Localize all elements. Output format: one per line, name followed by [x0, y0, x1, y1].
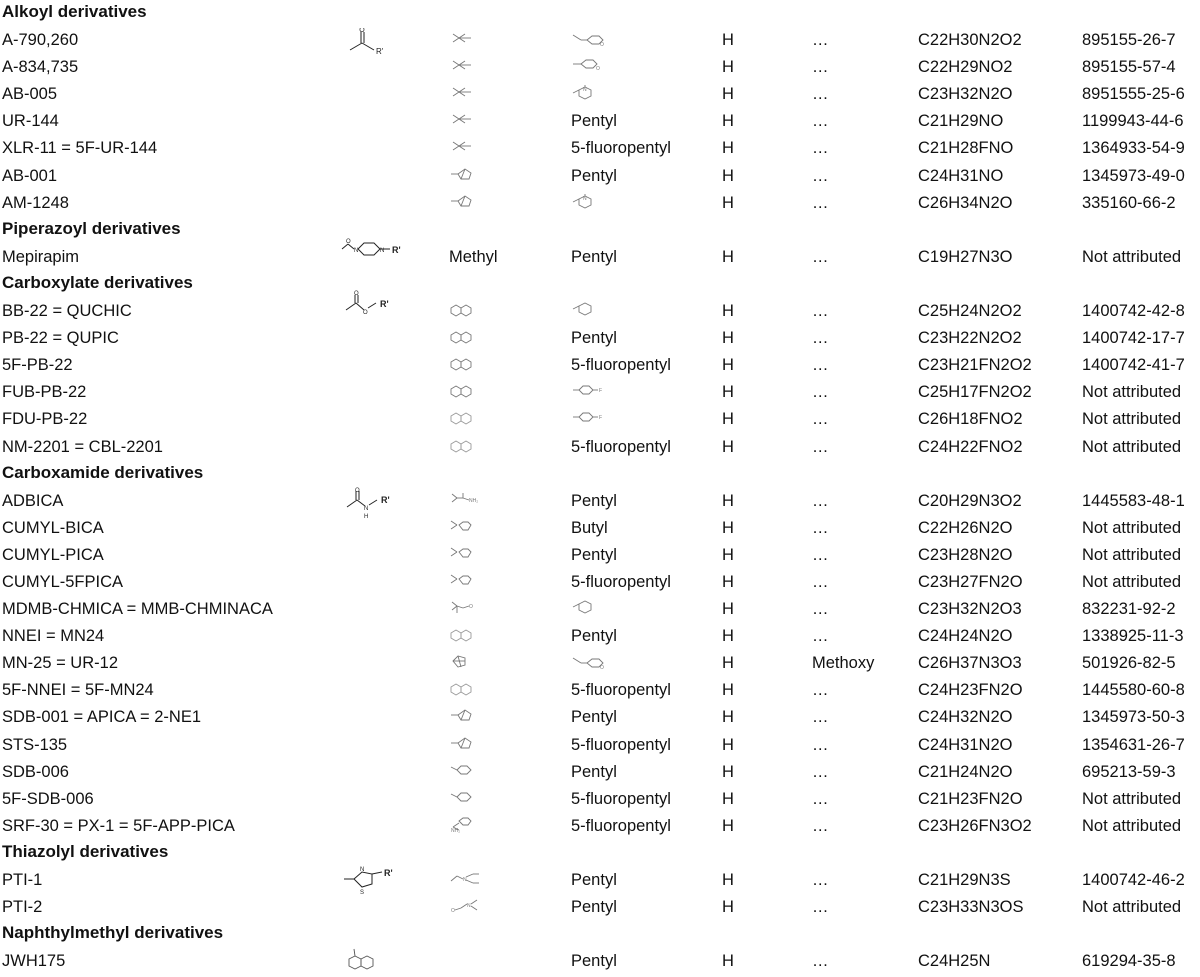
compound-name: AM-1248: [2, 193, 69, 212]
molecular-formula: C26H34N2O: [918, 193, 1013, 212]
r4-value: Methoxy: [812, 654, 875, 673]
r4-value: …: [812, 31, 829, 50]
cas-number: Not attributed: [1082, 898, 1182, 917]
thiazolyl-core: [342, 863, 412, 895]
molecular-formula: C22H30N2O2: [918, 31, 1022, 50]
compound-name: CUMYL-PICA: [2, 545, 104, 564]
table-row: [0, 54, 1200, 81]
svg-text:N: N: [583, 87, 587, 94]
r4-value: …: [812, 600, 829, 619]
compound-name: MN-25 = UR-12: [2, 654, 118, 673]
svg-text:N: N: [364, 506, 369, 512]
svg-text:N: N: [583, 195, 587, 202]
compound-name: UR-144: [2, 112, 59, 131]
naphthyl-structure-icon: [449, 681, 485, 697]
svg-text:O: O: [596, 66, 600, 73]
ester-core-structure-icon: [344, 290, 404, 320]
cas-number: 335160-66-2: [1082, 193, 1176, 212]
svg-text:N: N: [467, 903, 471, 910]
fluorobenzyl-structure-icon: [571, 383, 607, 399]
svg-text:O: O: [363, 310, 368, 316]
tert-leucinate-structure-icon: [449, 600, 485, 616]
r4-value: …: [812, 112, 829, 131]
adamantyl-structure-icon: [449, 167, 485, 183]
r2-value: 5-fluoropentyl: [571, 789, 671, 808]
r2-value: 5-fluoropentyl: [571, 437, 671, 456]
table-row: [0, 759, 1200, 786]
section-header-row: [0, 271, 1200, 298]
table-row: [0, 677, 1200, 704]
cas-number: Not attributed: [1082, 816, 1182, 835]
compound-name: Mepirapim: [2, 247, 80, 266]
cas-number: Not attributed: [1082, 247, 1182, 266]
naphthyl-structure-icon: [449, 627, 485, 643]
cas-number: Not attributed: [1082, 545, 1182, 564]
cyclohexylmethyl-structure-icon: [571, 600, 607, 616]
r3-value: H: [722, 247, 734, 266]
cas-number: 619294-35-8: [1082, 952, 1176, 971]
methylpiperidinylmethyl-structure-icon: [571, 194, 607, 210]
cas-number: 1354631-26-7: [1082, 735, 1185, 754]
molecular-formula: C25H24N2O2: [918, 302, 1022, 321]
compound-name: CUMYL-5FPICA: [2, 572, 124, 591]
molecular-formula: C22H29NO2: [918, 58, 1013, 77]
molecular-formula: C23H21FN2O2: [918, 356, 1032, 375]
svg-text:O: O: [355, 488, 360, 494]
cas-number: 1400742-42-8: [1082, 302, 1185, 321]
tmcp-structure-icon: [449, 58, 485, 74]
table-row: [0, 108, 1200, 135]
table-row: [0, 163, 1200, 190]
cas-number: Not attributed: [1082, 410, 1182, 429]
compound-name: CUMYL-BICA: [2, 518, 104, 537]
cumyl-structure-icon: [449, 519, 485, 535]
svg-text:F: F: [599, 388, 603, 395]
table-row: [0, 650, 1200, 677]
r3-value: H: [722, 383, 734, 402]
cas-number: 1400742-41-7: [1082, 356, 1185, 375]
r3-value: H: [722, 789, 734, 808]
benzyl-structure-icon: [449, 790, 485, 806]
r3-value: H: [722, 85, 734, 104]
svg-text:O: O: [354, 291, 359, 297]
r2-value: 5-fluoropentyl: [571, 356, 671, 375]
r4-value: …: [812, 329, 829, 348]
r3-value: H: [722, 545, 734, 564]
bicycloheptyl-structure-icon: [449, 654, 485, 670]
r2-value: 5-fluoropentyl: [571, 735, 671, 754]
compound-name: NNEI = MN24: [2, 627, 105, 646]
table-row: [0, 542, 1200, 569]
section-header-row: [0, 840, 1200, 867]
r3-value: H: [722, 193, 734, 212]
compound-name: PTI-2: [2, 898, 43, 917]
tmcp-structure-icon: [449, 139, 485, 155]
r3-value: H: [722, 708, 734, 727]
piperazoyl-core: [340, 235, 420, 263]
cas-number: 1345973-50-3: [1082, 708, 1185, 727]
r3-value: H: [722, 600, 734, 619]
molecular-formula: C25H17FN2O2: [918, 383, 1032, 402]
table-row: [0, 786, 1200, 813]
table-row: [0, 894, 1200, 921]
phenylalaninamide-structure-icon: [449, 817, 485, 833]
cas-number: Not attributed: [1082, 789, 1182, 808]
r4-value: …: [812, 410, 829, 429]
carboxamide-core: [345, 487, 405, 523]
table-row: [0, 488, 1200, 515]
compound-name: SDB-001 = APICA = 2-NE1: [2, 708, 202, 727]
section-title: Piperazoyl derivatives: [2, 218, 181, 238]
compound-name: ADBICA: [2, 491, 64, 510]
quinolinyl-structure-icon: [449, 356, 485, 372]
molecular-formula: C23H26FN3O2: [918, 816, 1032, 835]
molecular-formula: C22H26N2O: [918, 518, 1013, 537]
svg-text:O: O: [469, 604, 473, 611]
section-title: Naphthylmethyl derivatives: [2, 923, 224, 943]
r4-value: …: [812, 898, 829, 917]
adamantyl-structure-icon: [449, 736, 485, 752]
core-r-label: R': [384, 868, 393, 878]
compound-name: FUB-PB-22: [2, 383, 87, 402]
r3-value: H: [722, 681, 734, 700]
r2-value: Pentyl: [571, 329, 617, 348]
r4-value: …: [812, 789, 829, 808]
molecular-formula: C21H28FNO: [918, 139, 1014, 158]
compound-name: A-790,260: [2, 31, 79, 50]
r3-value: H: [722, 518, 734, 537]
r2-value: Pentyl: [571, 491, 617, 510]
svg-text:N: N: [463, 877, 467, 883]
r3-value: H: [722, 31, 734, 50]
molecular-formula: C23H32N2O: [918, 85, 1013, 104]
section-title: Carboxamide derivatives: [2, 462, 204, 482]
molecular-formula: C21H29NO: [918, 112, 1004, 131]
table-row: [0, 325, 1200, 352]
table-row: [0, 352, 1200, 379]
table-row: [0, 244, 1200, 271]
cas-number: 1199943-44-6: [1082, 112, 1184, 131]
r4-value: …: [812, 302, 829, 321]
r4-value: …: [812, 545, 829, 564]
naphthylmethyl-core: [345, 947, 381, 975]
table-row: [0, 406, 1200, 433]
molecular-formula: C20H29N3O2: [918, 491, 1022, 510]
svg-text:N: N: [354, 248, 359, 254]
compound-name: 5F-PB-22: [2, 356, 73, 375]
r4-value: …: [812, 871, 829, 889]
methoxyethylamino-structure-icon: [449, 898, 485, 914]
molecular-formula: C24H32N2O: [918, 708, 1013, 727]
r1-value: Methyl: [449, 247, 498, 266]
cas-number: Not attributed: [1082, 572, 1182, 591]
table-row: [0, 81, 1200, 108]
methylnaphthalene-core-structure-icon: [345, 947, 381, 975]
cas-number: 895155-57-4: [1082, 58, 1176, 77]
core-r-label: R': [381, 495, 390, 505]
svg-text:O: O: [359, 28, 365, 34]
r3-value: H: [722, 572, 734, 591]
r4-value: …: [812, 491, 829, 510]
naphthyl-structure-icon: [449, 410, 485, 426]
quinolinyl-structure-icon: [449, 302, 485, 318]
molecular-formula: C24H31N2O: [918, 735, 1013, 754]
quinolinyl-structure-icon: [449, 383, 485, 399]
r3-value: H: [722, 58, 734, 77]
r4-value: …: [812, 518, 829, 537]
cas-number: Not attributed: [1082, 437, 1182, 456]
table-row: [0, 867, 1200, 894]
r4-value: …: [812, 247, 829, 266]
r4-value: …: [812, 193, 829, 212]
cas-number: 1338925-11-3: [1082, 627, 1184, 646]
r4-value: …: [812, 708, 829, 727]
cas-number: 832231-92-2: [1082, 600, 1176, 619]
compound-name: SRF-30 = PX-1 = 5F-APP-PICA: [2, 816, 235, 835]
r4-value: …: [812, 58, 829, 77]
r2-value: Pentyl: [571, 708, 617, 727]
table-row: [0, 190, 1200, 217]
r2-value: 5-fluoropentyl: [571, 139, 671, 158]
molecular-formula: C21H29N3S: [918, 871, 1011, 889]
core-r-label: R': [392, 245, 401, 255]
cas-number: Not attributed: [1082, 383, 1182, 402]
compound-name: 5F-NNEI = 5F-MN24: [2, 681, 154, 700]
svg-text:F: F: [599, 415, 603, 422]
r2-value: Pentyl: [571, 627, 617, 646]
compound-name: A-834,735: [2, 58, 79, 77]
svg-text:O: O: [451, 908, 455, 915]
r3-value: H: [722, 166, 734, 185]
r2-value: Butyl: [571, 518, 608, 537]
section-title: Carboxylate derivatives: [2, 272, 193, 292]
section-header-row: [0, 217, 1200, 244]
tert-leucinamide-structure-icon: [449, 492, 485, 508]
r3-value: H: [722, 437, 734, 456]
molecular-formula: C24H31NO: [918, 166, 1004, 185]
table-row: [0, 27, 1200, 54]
molecular-formula: C23H27FN2O: [918, 572, 1023, 591]
molecular-formula: C21H24N2O: [918, 762, 1013, 781]
cumyl-structure-icon: [449, 573, 485, 589]
r2-value: Pentyl: [571, 112, 617, 131]
molecular-formula: C26H18FNO2: [918, 410, 1023, 429]
morpholinoethyl-structure-icon: [571, 31, 607, 47]
svg-text:N: N: [380, 248, 385, 254]
r4-value: …: [812, 572, 829, 591]
compound-name: AB-005: [2, 85, 58, 104]
molecular-formula: C23H33N3OS: [918, 898, 1024, 917]
cas-number: Not attributed: [1082, 518, 1182, 537]
compound-name: BB-22 = QUCHIC: [2, 302, 132, 321]
compound-name: SDB-006: [2, 762, 69, 781]
molecular-formula: C23H28N2O: [918, 545, 1013, 564]
section-title: Alkoyl derivatives: [2, 2, 147, 21]
r2-value: Pentyl: [571, 545, 617, 564]
compound-name: XLR-11 = 5F-UR-144: [2, 139, 158, 158]
molecular-formula: C26H37N3O3: [918, 654, 1022, 673]
methylpiperidinylmethyl-structure-icon: [571, 85, 607, 101]
molecular-formula: C21H23FN2O: [918, 789, 1023, 808]
cyclohexylmethyl-structure-icon: [571, 302, 607, 318]
compound-name: MDMB-CHMICA = MMB-CHMINACA: [2, 600, 273, 619]
r3-value: H: [722, 491, 734, 510]
r4-value: …: [812, 356, 829, 375]
compound-name: PTI-1: [2, 871, 43, 889]
tmcp-structure-icon: [449, 31, 485, 47]
molecular-formula: C23H22N2O2: [918, 329, 1022, 348]
tmcp-structure-icon: [449, 112, 485, 128]
benzyl-structure-icon: [449, 763, 485, 779]
core-r-label: R': [376, 47, 384, 56]
cas-number: 1445580-60-8: [1082, 681, 1185, 700]
core-h-label: H: [364, 514, 369, 520]
compound-name: 5F-SDB-006: [2, 789, 94, 808]
cas-number: 695213-59-3: [1082, 762, 1176, 781]
r3-value: H: [722, 762, 734, 781]
cas-number: 1400742-17-7: [1082, 329, 1185, 348]
r4-value: …: [812, 139, 829, 158]
svg-text:N: N: [360, 867, 365, 873]
r3-value: H: [722, 410, 734, 429]
r3-value: H: [722, 735, 734, 754]
table-row: [0, 623, 1200, 650]
r4-value: …: [812, 627, 829, 646]
r4-value: …: [812, 166, 829, 185]
table-row: [0, 298, 1200, 325]
r3-value: H: [722, 112, 734, 131]
molecular-formula: C24H22FNO2: [918, 437, 1023, 456]
molecular-formula: C24H25N: [918, 952, 991, 971]
r4-value: …: [812, 437, 829, 456]
alkoyl-core: [348, 28, 408, 64]
section-header-row: [0, 461, 1200, 488]
tetrahydropyranylmethyl-structure-icon: [571, 58, 607, 74]
molecular-formula: C24H24N2O: [918, 627, 1013, 646]
cas-number: 1364933-54-9: [1082, 139, 1185, 158]
r2-value: 5-fluoropentyl: [571, 572, 671, 591]
tmcp-structure-icon: [449, 85, 485, 101]
molecular-formula: C23H32N2O3: [918, 600, 1022, 619]
svg-text:NH₂: NH₂: [469, 497, 479, 504]
compound-name: FDU-PB-22: [2, 410, 88, 429]
table-row: [0, 135, 1200, 162]
svg-text:O: O: [600, 665, 604, 671]
svg-text:O: O: [600, 42, 604, 48]
r3-value: H: [722, 871, 734, 889]
fluorobenzyl-structure-icon: [571, 410, 607, 426]
ketone-core-structure-icon: [348, 28, 408, 64]
r2-value: Pentyl: [571, 166, 617, 185]
table-row: [0, 596, 1200, 623]
r3-value: H: [722, 139, 734, 158]
r2-value: 5-fluoropentyl: [571, 816, 671, 835]
table-row: [0, 813, 1200, 840]
piperazine-core-structure-icon: [340, 235, 420, 263]
section-title: Thiazolyl derivatives: [2, 841, 169, 861]
r3-value: H: [722, 329, 734, 348]
r3-value: H: [722, 654, 734, 673]
cas-number: 1400742-46-2: [1082, 871, 1185, 889]
compound-name: NM-2201 = CBL-2201: [2, 437, 163, 456]
svg-text:NH₂: NH₂: [451, 827, 461, 833]
cas-number: 1445583-48-1: [1082, 491, 1185, 510]
core-r-label: R': [380, 299, 389, 309]
r3-value: H: [722, 952, 734, 971]
r3-value: H: [722, 627, 734, 646]
table-row: [0, 569, 1200, 596]
r4-value: …: [812, 816, 829, 835]
r3-value: H: [722, 302, 734, 321]
compound-name: STS-135: [2, 735, 68, 754]
molecular-formula: C19H27N3O: [918, 247, 1013, 266]
r2-value: Pentyl: [571, 247, 617, 266]
r2-value: Pentyl: [571, 952, 617, 971]
r4-value: …: [812, 762, 829, 781]
amide-core-structure-icon: [345, 487, 405, 523]
table-row: [0, 434, 1200, 461]
table-row: [0, 515, 1200, 542]
r2-value: Pentyl: [571, 871, 617, 889]
section-header-row: [0, 0, 1200, 27]
r3-value: H: [722, 898, 734, 917]
compound-name: JWH175: [2, 952, 66, 971]
r4-value: …: [812, 85, 829, 104]
r2-value: Pentyl: [571, 898, 617, 917]
r3-value: H: [722, 816, 734, 835]
r3-value: H: [722, 356, 734, 375]
cumyl-structure-icon: [449, 546, 485, 562]
table-row: [0, 732, 1200, 759]
carboxylate-core: [344, 290, 404, 320]
cas-number: 501926-82-5: [1082, 654, 1176, 673]
cas-number: 895155-26-7: [1082, 31, 1176, 50]
adamantyl-structure-icon: [449, 194, 485, 210]
svg-text:O: O: [346, 239, 351, 245]
adamantyl-structure-icon: [449, 708, 485, 724]
section-header-row: [0, 921, 1200, 948]
compound-name: PB-22 = QUPIC: [2, 329, 119, 348]
naphthyl-structure-icon: [449, 438, 485, 454]
r2-value: Pentyl: [571, 762, 617, 781]
r4-value: …: [812, 952, 829, 971]
r4-value: …: [812, 383, 829, 402]
diethylaminomethyl-structure-icon: [449, 871, 485, 887]
r4-value: …: [812, 735, 829, 754]
cas-number: 8951555-25-6: [1082, 85, 1185, 104]
thiazole-core-structure-icon: [342, 863, 412, 895]
cas-number: 1345973-49-0: [1082, 166, 1185, 185]
r2-value: 5-fluoropentyl: [571, 681, 671, 700]
r4-value: …: [812, 681, 829, 700]
molecular-formula: C24H23FN2O: [918, 681, 1023, 700]
morpholinoethyl-structure-icon: [571, 654, 607, 670]
svg-text:S: S: [360, 890, 365, 895]
table-row: [0, 948, 1200, 975]
compound-name: AB-001: [2, 166, 58, 185]
quinolinyl-structure-icon: [449, 329, 485, 345]
table-row: [0, 704, 1200, 731]
table-row: [0, 379, 1200, 406]
